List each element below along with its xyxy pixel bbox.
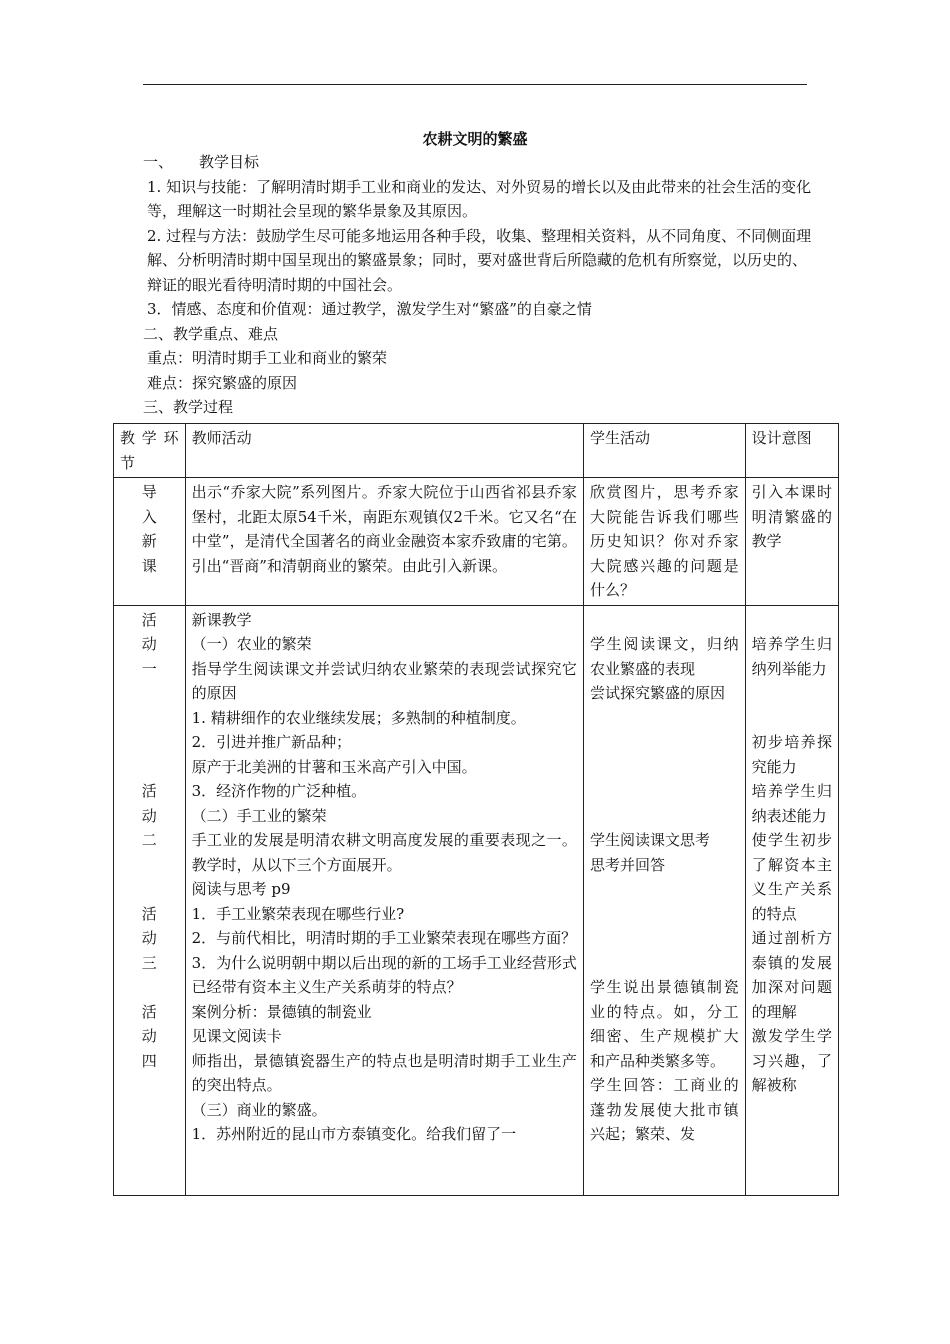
- student-cell: 学生阅读课文，归纳农业繁盛的表现 尝试探究繁盛的原因 学生阅读课文思考 思考并回答 学生说出景德镇制瓷业的特点。如，分工细密、生产规模扩大和产品种类繁多等。 学生回答：工商业的蓬勃发展使大批市镇兴起；繁荣、发: [583, 605, 745, 1195]
- stage-cell: 导 入 新 课: [114, 478, 186, 606]
- section-heading-goals: [143, 150, 813, 175]
- list-item: 3．经济作物的广泛种植。: [191, 782, 367, 800]
- list-item: （二）手工业的繁荣: [191, 806, 327, 825]
- list-item: （三）商业的繁盛。: [191, 1100, 327, 1119]
- list-item: 师指出，景德镇瓷器生产的特点也是明清时期手工业生产的突出特点。: [191, 1051, 577, 1094]
- difficulty-point: 难点：探究繁盛的原因: [147, 373, 298, 392]
- list-item: 阅读与思考 p9: [191, 880, 291, 898]
- student-cell: 欣赏图片，思考乔家大院能告诉我们哪些历史知识？你对乔家大院感兴趣的问题是什么？: [583, 478, 745, 606]
- list-item: 新课教学: [191, 610, 252, 629]
- list-item: 案例分析：景德镇的制瓷业: [191, 1002, 372, 1021]
- section-title: 教学目标: [199, 153, 260, 171]
- design-cell: 引入本课时明清繁盛的教学: [745, 478, 838, 606]
- teaching-process-table: [113, 423, 839, 1196]
- stage-cell: 活 动 一 活 动 二 活 动 三 活 动 四: [114, 605, 186, 1195]
- teacher-cell: [185, 605, 583, 1195]
- list-item: 2．引进并推广新品种；: [191, 733, 352, 751]
- list-item: 见课文阅读卡: [191, 1027, 282, 1045]
- table-row: [114, 478, 839, 606]
- list-item: 1．苏州附近的昆山市方泰镇变化。给我们留了一: [191, 1125, 517, 1143]
- goal-knowledge: 1. 知识与技能：了解明清时期手工业和商业的发达、对外贸易的增长以及由此带来的社会生活的变化等，理解这一时期社会呈现的繁华景象及其原因。: [147, 177, 812, 220]
- header-student: 学生活动: [583, 424, 745, 478]
- key-point: 重点：明清时期手工业和商业的繁荣: [147, 349, 388, 367]
- table-header-row: [114, 424, 839, 478]
- list-item: 2．与前代相比，明清时期的手工业繁荣表现在哪些方面？: [191, 929, 577, 947]
- list-item: 3．为什么说明朝中期以后出现的新的工场手工业经营形式已经带有资本主义生产关系萌芽的特点？: [191, 953, 577, 996]
- section-heading-key-points: 二、教学重点、难点: [143, 324, 279, 343]
- list-item: 1. 精耕细作的农业继续发展；多熟制的种植制度。: [191, 708, 526, 727]
- section-heading-process: 三、教学过程: [143, 398, 234, 416]
- goal-process: 2. 过程与方法：鼓励学生尽可能多地运用各种手段，收集、整理相关资料，从不同角度、不同侧面理解、分析明清时期中国呈现出的繁盛景象；同时，要对盛世背后所隐藏的危机有所察觉，以历史的、辩证的眼光看待明清时期的中国社会。: [147, 226, 812, 294]
- intro-section: [143, 150, 813, 420]
- section-number: 一、: [143, 153, 174, 171]
- header-rule: [143, 84, 807, 85]
- document-title: 农耕文明的繁盛: [422, 130, 528, 148]
- list-item: 原产于北美洲的甘薯和玉米高产引入中国。: [191, 757, 477, 776]
- header-teacher: 教师活动: [185, 424, 583, 478]
- list-item: 1．手工业繁荣表现在哪些行业?: [191, 904, 405, 923]
- design-cell: 培养学生归纳列举能力 初步培养探究能力 培养学生归纳表述能力 使学生初步了解资本主义生产关系的特点 通过剖析方泰镇的发展加深对问题的理解 激发学生学习兴趣，了解被称: [745, 605, 838, 1195]
- goal-emotion: 3．情感、态度和价值观：通过教学，激发学生对“繁盛”的自豪之情: [147, 300, 592, 318]
- header-stage: 教学环节: [114, 424, 186, 478]
- list-item: 指导学生阅读课文并尝试归纳农业繁荣的表现尝试探究它的原因: [191, 659, 577, 702]
- teacher-cell: 出示“乔家大院”系列图片。乔家大院位于山西省祁县乔家堡村，北距太原54千米，南距东观镇仅2千米。它又名“在中堂”，是清代全国著名的商业金融资本家乔致庸的宅第。引出“晋商”和清朝商业的繁荣。由此引入新课。: [185, 478, 583, 606]
- list-item: 手工业的发展是明清农耕文明高度发展的重要表现之一。教学时，从以下三个方面展开。: [191, 831, 577, 874]
- header-design: 设计意图: [745, 424, 838, 478]
- table-row: [114, 605, 839, 1195]
- list-item: （一）农业的繁荣: [191, 635, 312, 653]
